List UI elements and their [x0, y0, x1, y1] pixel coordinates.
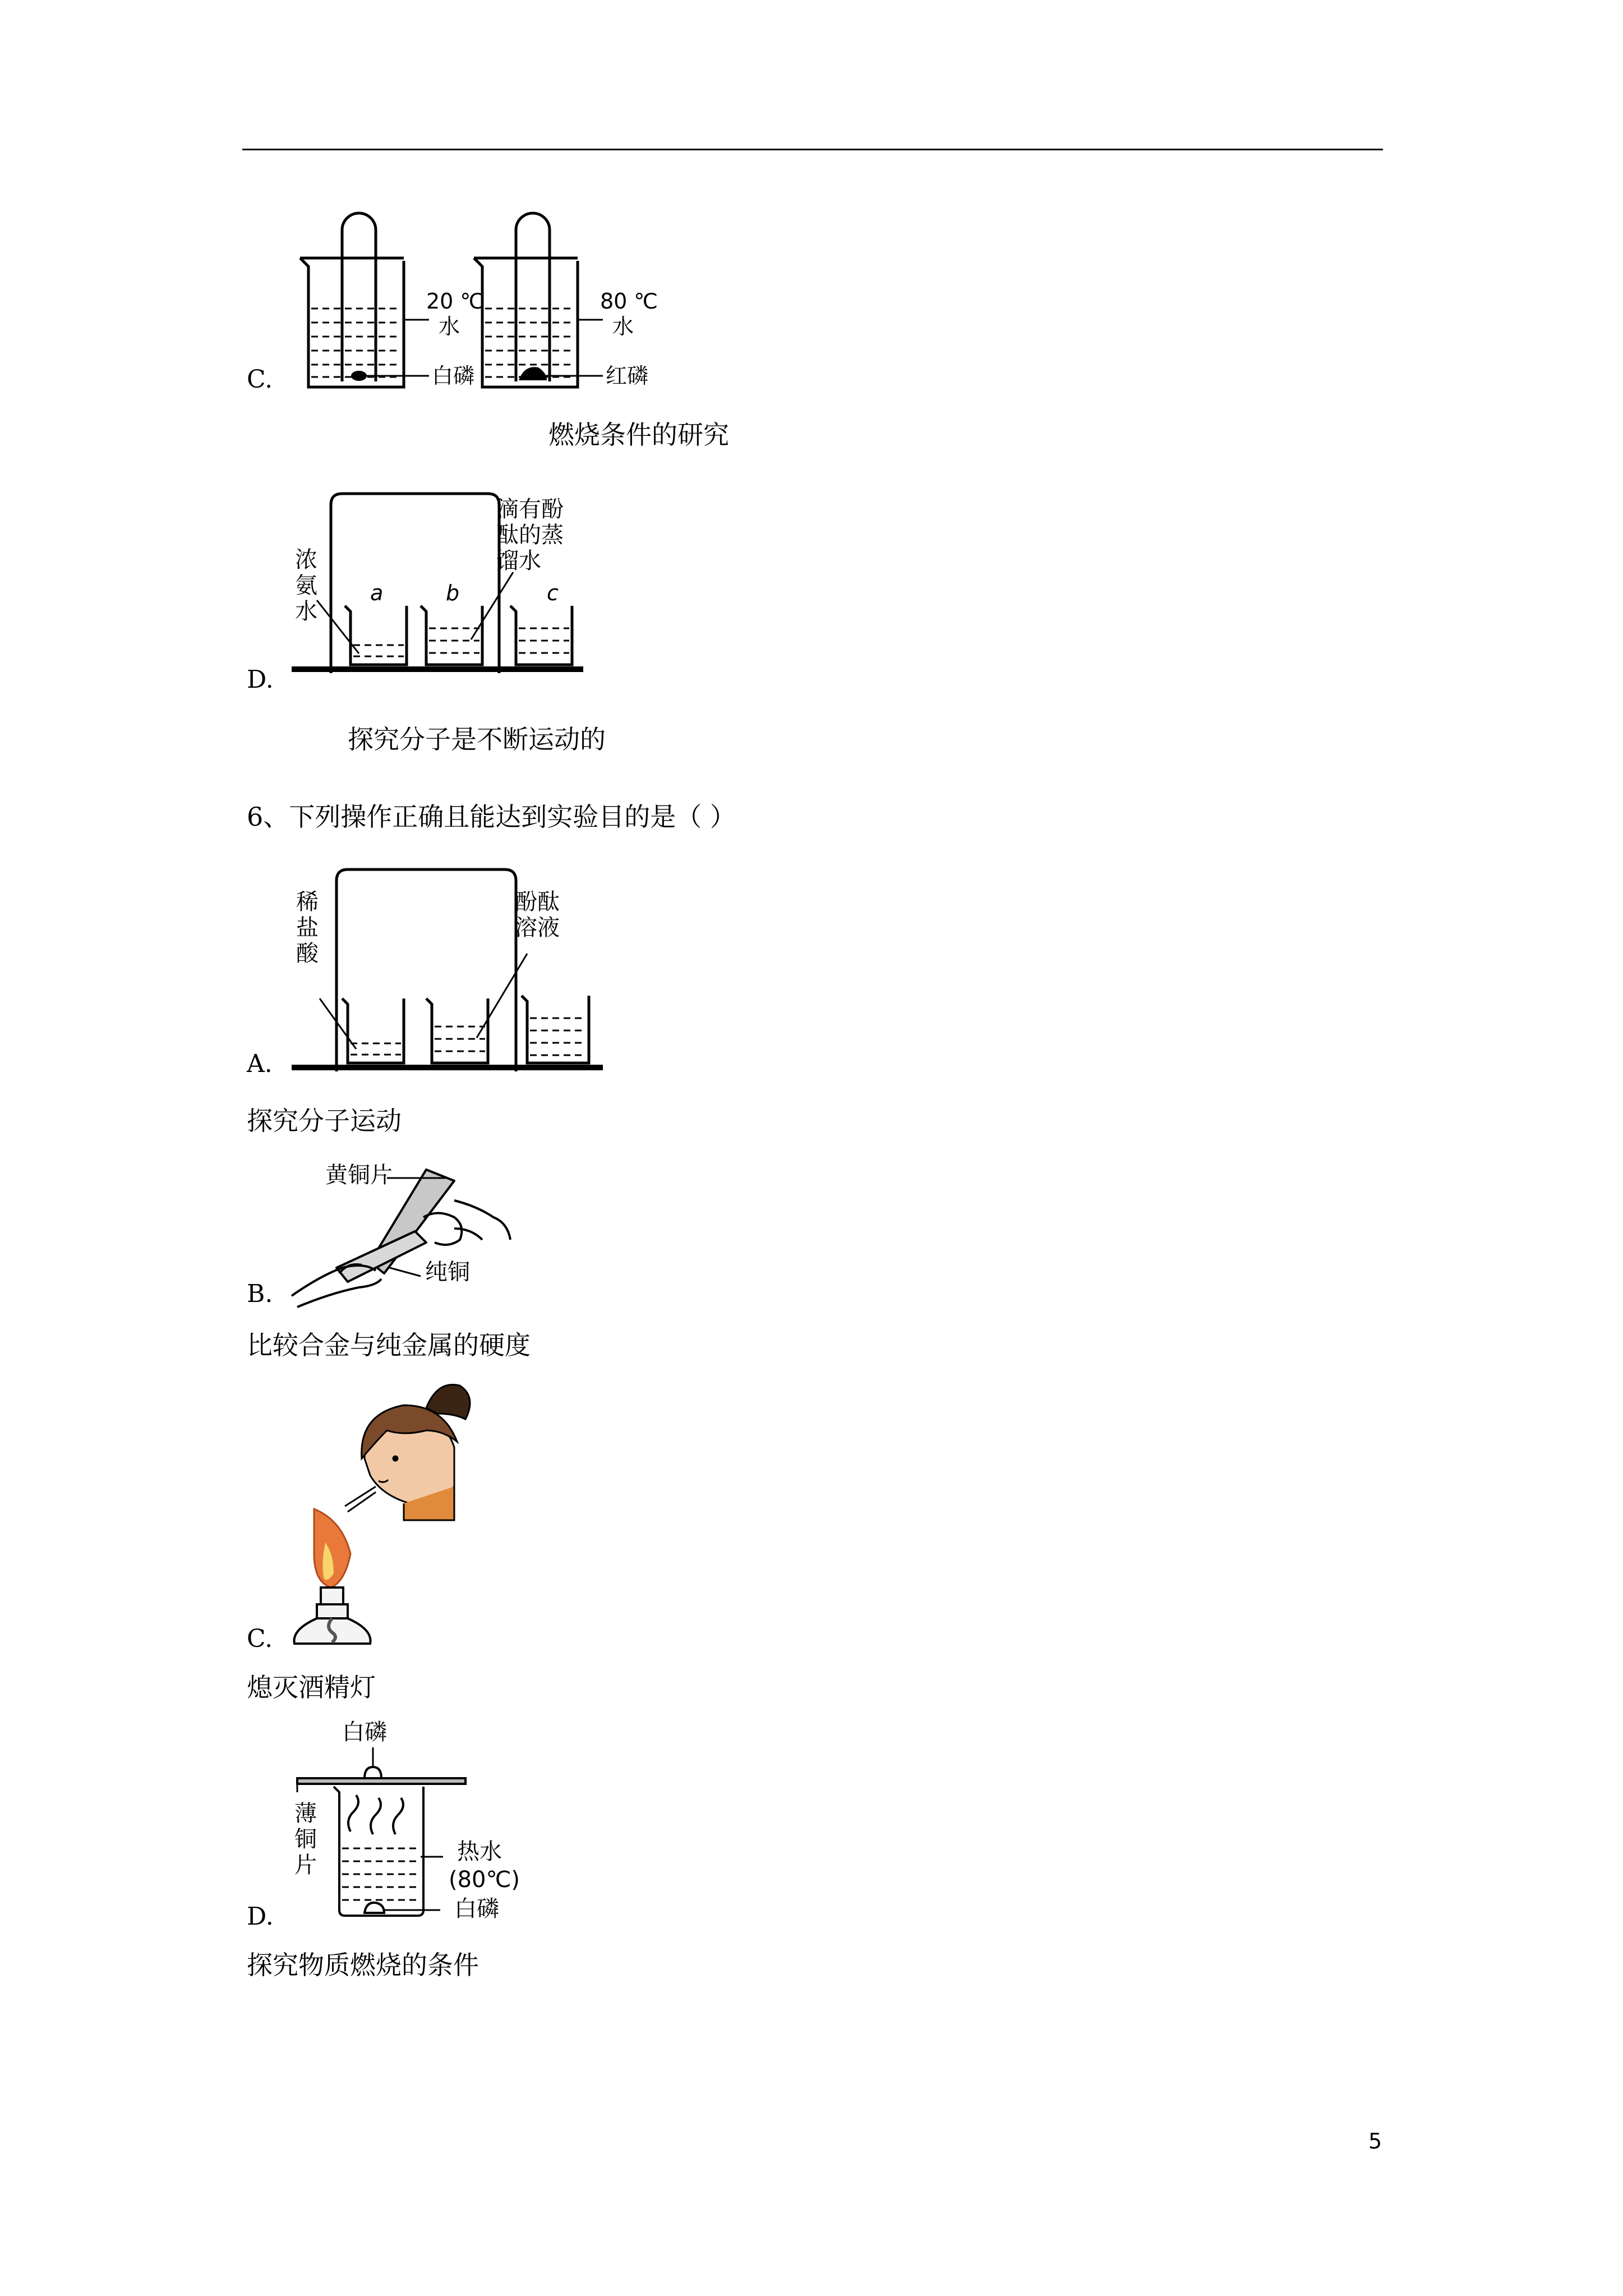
figure-combustion-beakers [292, 213, 684, 398]
q6-option-c-letter: C. [247, 1625, 273, 1653]
beaker-b-label: b [446, 581, 460, 605]
ammonia-label-line-1: 浓 [295, 547, 317, 573]
phenolphthalein-label-line-3: 馏水 [496, 548, 541, 574]
brass-label: 黄铜片 [325, 1162, 393, 1188]
figure-hardness-compare [286, 1156, 522, 1307]
hot-water-temp-label: (80℃) [449, 1867, 520, 1893]
phenolphthalein-solution-label [515, 889, 560, 941]
figure-alcohol-lamp [292, 1374, 505, 1649]
figure-molecule-motion-d [292, 488, 628, 679]
q6-option-c-caption: 熄灭酒精灯 [247, 1672, 376, 1703]
bottom-phosphorus-label: 白磷 [454, 1896, 499, 1922]
right-substance-label: 红磷 [606, 364, 649, 388]
beaker-c-label: c [547, 581, 559, 605]
q5-option-d-caption: 探究分子是不断运动的 [348, 724, 606, 754]
left-substance-label: 白磷 [432, 364, 475, 388]
q5-option-d-letter: D. [247, 665, 274, 694]
left-water-label: 水 [439, 314, 460, 339]
thin-copper-line-3: 片 [294, 1852, 317, 1878]
pure-copper-label: 纯铜 [425, 1259, 470, 1285]
q6-option-a-letter: A. [247, 1050, 273, 1078]
q6-option-b-caption: 比较合金与纯金属的硬度 [247, 1330, 531, 1360]
ammonia-label-line-3: 水 [295, 599, 317, 624]
top-phosphorus-label: 白磷 [342, 1719, 387, 1745]
thin-copper-line-1: 薄 [294, 1801, 317, 1826]
q6-option-a-caption: 探究分子运动 [247, 1106, 402, 1136]
ammonia-label [295, 547, 323, 624]
beaker-a-label: a [370, 581, 384, 605]
header-rule [242, 149, 1383, 150]
q5-option-c-caption: 燃烧条件的研究 [548, 420, 729, 450]
q6-option-d-letter: D. [247, 1902, 274, 1931]
thin-copper-line-2: 铜 [294, 1826, 317, 1852]
q6-option-d-caption: 探究物质燃烧的条件 [247, 1950, 479, 1980]
dilute-hcl-line-2: 盐 [296, 915, 319, 941]
phenolphthalein-solution-line-2: 溶液 [515, 915, 560, 941]
thin-copper-label [294, 1801, 322, 1878]
hot-water-label: 热水 [457, 1839, 502, 1865]
phenolphthalein-solution-line-1: 酚酞 [515, 889, 560, 915]
q6-option-b-letter: B. [247, 1280, 273, 1308]
q5-option-c-letter: C. [247, 365, 273, 394]
figure-combustion-hot-water [294, 1717, 530, 1924]
right-water-label: 水 [612, 314, 634, 339]
page-number: 5 [1368, 2129, 1382, 2154]
question-6-stem: 6、下列操作正确且能达到实验目的是（ ） [247, 802, 736, 832]
phenolphthalein-water-label [496, 496, 564, 574]
dilute-hcl-line-3: 酸 [296, 941, 319, 967]
left-temp-label: 20 ℃ [426, 289, 485, 314]
dilute-hcl-label [296, 889, 324, 967]
ammonia-label-line-2: 氨 [295, 573, 317, 599]
phenolphthalein-label-line-1: 滴有酚 [496, 496, 564, 522]
right-temp-label: 80 ℃ [600, 289, 658, 314]
phenolphthalein-label-line-2: 酞的蒸 [496, 522, 564, 548]
dilute-hcl-line-1: 稀 [296, 889, 319, 915]
